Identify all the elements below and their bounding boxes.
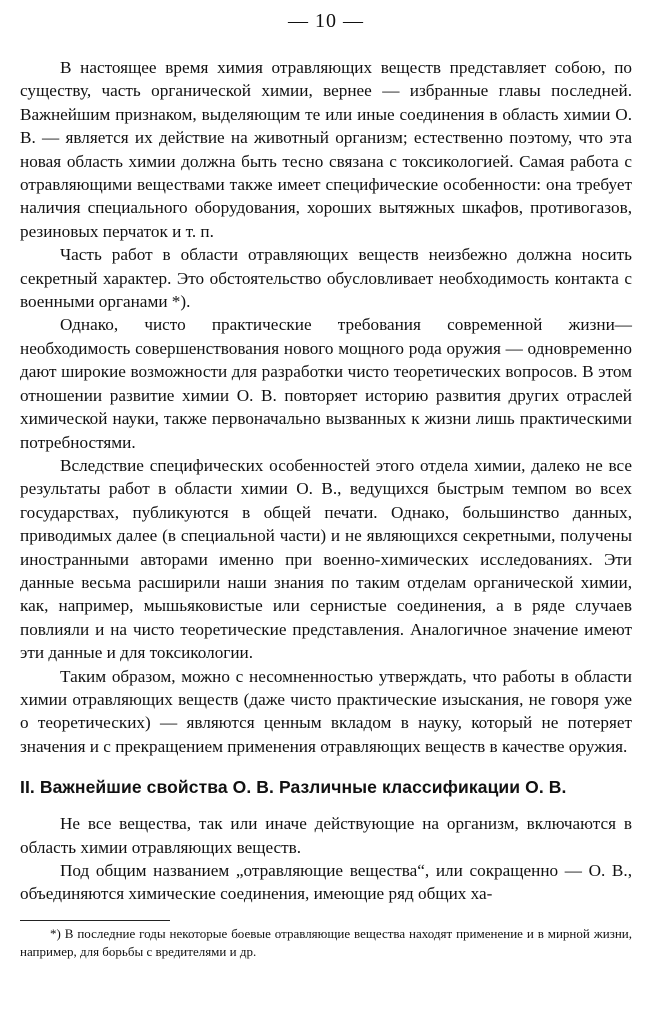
paragraph-7: Под общим названием „отравляющие вещества“, или сокращенно — О. В., объединяются химические соединения, имеющие ряд общих ха- [20,861,632,904]
paragraph-5: Таким образом, можно с несомненностью утверждать, что работы в области химии отравляющих веществ (даже чисто практические изыскания, не говоря уже о теоретических) — являются ценным вкладом в науку, который не потеряет значения и с прекращением применения отравляющих веществ в качестве оружия. [20,666,632,756]
body-text-before [20,56,632,758]
section-heading: II. Важнейшие свойства О. В. Различные классификации О. В. [20,777,567,798]
footnote-divider [20,920,170,921]
paragraph-1: В настоящее время химия отравляющих веществ представляет собою, по существу, часть органической химии, вернее — избранные главы последней. Важнейшим признаком, выделяющим те или иные соединения в область химии О. В. — является их действие на животный организм; естественно поэтому, что эта новая область химии должна быть тесно связана с токсикологией. Самая работа с отравляющими веществами также имеет специфические особенности: она требует наличия специального оборудования, хороших вытяжных шкафов, противогазов, резиновых перчаток и т. п. [20,58,632,241]
footnote: *) В последние годы некоторые боевые отравляющие вещества находят применение и в мирной жизни, например, для борьбы с вредителями и др. [20,925,632,959]
paragraph-2: Часть работ в области отравляющих веществ неизбежно должна носить секретный характер. Это обстоятельство обусловливает необходимость контакта с военными органами *). [20,245,632,312]
body-text-after [20,812,632,906]
paragraph-6: Не все вещества, так или иначе действующие на организм, включаются в область химии отравляющих веществ. [20,814,632,857]
book-page [20,6,632,961]
paragraph-4: Вследствие специфических особенностей этого отдела химии, далеко не все результаты работ в области химии О. В., ведущихся быстрым темпом во всех государствах, публикуются в общей печати. Однако, большинство данных, приводимых далее (в специальной части) и не являющихся секретными, получены иностранными авторами именно при военно-химических исследованиях. Эти данные весьма расширили наши знания по таким отделам органической химии, как, например, мышьяковистые или сернистые соединения, а в ряде случаев повлияли и на чисто теоретические представления. Аналогичное значение имеют эти данные и для токсикологии. [20,455,632,663]
page-number: — 10 — [288,10,364,32]
paragraph-3: Однако, чисто практические требования современной жизни—необходимость совершенствования нового мощного рода оружия — одновременно дают широкие возможности для разработки чисто теоретических вопросов. В этом отношении развитие химии О. В. повторяет историю развития других отраслей химической науки, также первоначально вызванных к жизни лишь практическими потребностями. [20,315,632,452]
